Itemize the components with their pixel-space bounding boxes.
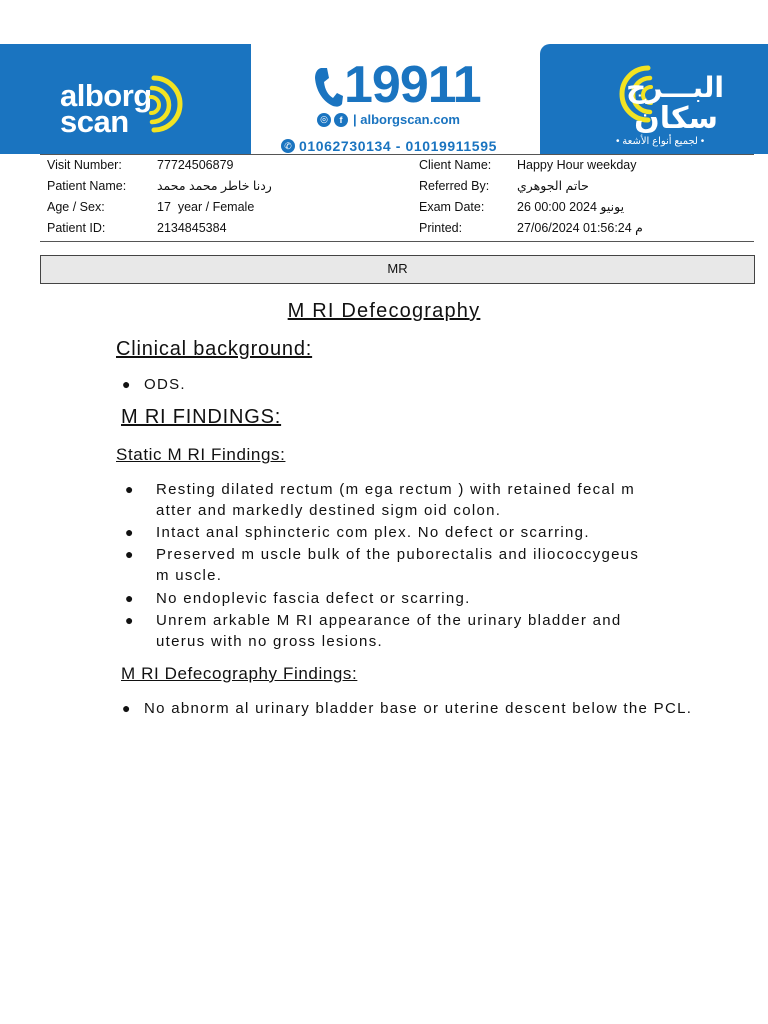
patient-name-label: Patient Name: — [47, 179, 127, 193]
exam-date-value: 26 00:00 2024 يونيو — [517, 200, 625, 214]
patient-name-value: ردنا خاطر محمد محمد — [157, 179, 272, 193]
alborg-scan-logo — [60, 62, 200, 139]
info-row — [40, 218, 754, 239]
phone-numbers: 01062730134 - 01019911595 — [299, 138, 497, 154]
printed-label: Printed: — [419, 221, 463, 235]
list-item-text: Resting dilated rectum (m ega rectum ) with retained fecal m atter and markedly destined sigm oid colon. — [156, 481, 635, 519]
logo-word-scan: scan — [60, 104, 129, 139]
defecography-findings-heading: M RI Defecography Findings: — [121, 664, 358, 683]
patient-info-table — [40, 154, 754, 242]
list-item — [122, 698, 704, 719]
info-row — [40, 176, 754, 197]
exam-date-label: Exam Date: — [419, 200, 485, 214]
bullet-icon: ● — [122, 376, 132, 392]
modality-bar: MR — [40, 255, 755, 284]
static-findings-heading: Static M RI Findings: — [116, 445, 286, 464]
logo-arabic-line2: سكان — [634, 102, 718, 135]
logo-word-alborg: alborg — [60, 78, 152, 113]
contact-block — [251, 44, 540, 154]
list-item — [125, 479, 656, 521]
report-header — [0, 44, 768, 154]
bullet-icon: ● — [125, 481, 135, 497]
phone-numbers-row — [281, 138, 497, 154]
mri-findings-heading: M RI FINDINGS: — [121, 406, 282, 428]
info-row — [40, 197, 754, 218]
list-item-text: Preserved m uscle bulk of the puborectalis and iliococcygeus m uscle. — [156, 546, 640, 584]
bullet-icon: ● — [125, 524, 135, 540]
whatsapp-icon: ✆ — [281, 139, 295, 153]
patient-id-label: Patient ID: — [47, 221, 106, 235]
referred-by-label: Referred By: — [419, 179, 490, 193]
website-text: | alborgscan.com — [353, 112, 460, 127]
bullet-icon: ● — [125, 612, 135, 628]
bullet-icon: ● — [122, 700, 132, 716]
list-item-text: Intact anal sphincteric com plex. No defect or scarring. — [156, 524, 590, 541]
printed-value: 27/06/2024 01:56:24 م — [517, 221, 643, 235]
list-item — [125, 544, 656, 586]
social-row — [317, 112, 460, 127]
referred-by-value: حاتم الجوهري — [517, 179, 589, 193]
client-name-value: Happy Hour weekday — [517, 158, 637, 172]
client-name-label: Client Name: — [419, 158, 492, 172]
visit-number-value: 77724506879 — [157, 158, 234, 172]
age-sex-label: Age / Sex: — [47, 200, 105, 214]
info-row — [40, 155, 754, 176]
clinical-background-heading: Clinical background: — [116, 338, 313, 360]
facebook-icon: f — [334, 113, 348, 127]
bullet-icon: ● — [125, 590, 135, 606]
logo-arabic-line1: البـــرج — [626, 72, 724, 103]
patient-id-value: 2134845384 — [157, 221, 227, 235]
header-right-panel-edge — [755, 44, 768, 154]
report-title: M RI Defecography — [287, 300, 481, 322]
list-item-text: ODS. — [144, 376, 186, 393]
visit-number-label: Visit Number: — [47, 158, 122, 172]
list-item — [125, 610, 656, 652]
list-item — [122, 374, 186, 395]
list-item — [125, 522, 656, 543]
age-sex-value: 17 year / Female — [157, 200, 255, 214]
list-item-text: No abnorm al urinary bladder base or uterine descent below the PCL. — [144, 700, 693, 717]
instagram-icon: ◎ — [317, 113, 331, 127]
signal-waves-icon — [148, 68, 194, 138]
list-item-text: No endoplevic fascia defect or scarring. — [156, 590, 471, 607]
list-item-text: Unrem arkable M RI appearance of the urinary bladder and uterus with no gross lesions. — [156, 612, 622, 650]
logo-arabic-tagline: • لجميع أنواع الأشعة • — [616, 136, 705, 147]
alborg-scan-arabic-logo — [600, 52, 730, 152]
list-item — [125, 588, 656, 609]
hotline-number: 19911 — [344, 56, 481, 114]
bullet-icon: ● — [125, 546, 135, 562]
phone-icon — [313, 66, 343, 108]
